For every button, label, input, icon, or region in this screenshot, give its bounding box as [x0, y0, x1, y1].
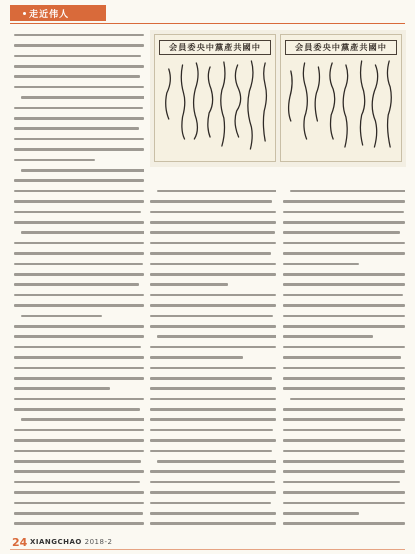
- illegible-text-placeholder: [14, 491, 144, 494]
- illegible-text-placeholder: [21, 96, 144, 99]
- illegible-text-placeholder: [150, 418, 276, 421]
- illegible-text-placeholder: [283, 408, 403, 411]
- text-line: [14, 290, 144, 300]
- illegible-text-placeholder: [14, 367, 144, 370]
- column-right: [283, 186, 405, 529]
- illegible-text-placeholder: [150, 346, 276, 349]
- text-line: [14, 425, 144, 435]
- illegible-text-placeholder: [290, 190, 405, 193]
- manuscript-left: [154, 34, 276, 162]
- journal-title: XIANGCHAO: [30, 538, 82, 546]
- text-line: [14, 228, 144, 238]
- illegible-text-placeholder: [150, 408, 276, 411]
- illegible-text-placeholder: [14, 470, 144, 473]
- text-line: [14, 383, 144, 393]
- illegible-text-placeholder: [150, 211, 276, 214]
- illegible-text-placeholder: [14, 304, 144, 307]
- illegible-text-placeholder: [14, 512, 143, 515]
- text-line: [150, 498, 276, 508]
- text-line: [14, 207, 144, 217]
- illegible-text-placeholder: [150, 377, 272, 380]
- illegible-text-placeholder: [14, 387, 110, 390]
- illegible-text-placeholder: [14, 335, 144, 338]
- illegible-text-placeholder: [14, 117, 144, 120]
- manuscript-right: [280, 34, 402, 162]
- text-line: [150, 373, 276, 383]
- text-line: [150, 487, 276, 497]
- illegible-text-placeholder: [283, 387, 405, 390]
- page-number: 24: [12, 536, 28, 549]
- illegible-text-placeholder: [14, 55, 141, 58]
- illegible-text-placeholder: [14, 439, 144, 442]
- section-label-prefix: [16, 10, 20, 20]
- illegible-text-placeholder: [150, 450, 272, 453]
- text-line: [14, 508, 144, 518]
- illegible-text-placeholder: [150, 502, 271, 505]
- illegible-text-placeholder: [14, 481, 140, 484]
- illegible-text-placeholder: [150, 200, 272, 203]
- text-line: [283, 217, 405, 227]
- text-line: [150, 425, 276, 435]
- text-line: [283, 228, 405, 238]
- illegible-text-placeholder: [283, 200, 405, 203]
- text-line: [150, 435, 276, 445]
- illegible-text-placeholder: [283, 367, 405, 370]
- illegible-text-placeholder: [14, 502, 144, 505]
- text-line: [14, 259, 144, 269]
- text-line: [14, 467, 144, 477]
- illegible-text-placeholder: [14, 273, 144, 276]
- illegible-text-placeholder: [283, 356, 401, 359]
- text-line: [150, 207, 276, 217]
- illegible-text-placeholder: [21, 418, 144, 421]
- illegible-text-placeholder: [150, 263, 276, 266]
- illegible-text-placeholder: [14, 356, 144, 359]
- illegible-text-placeholder: [14, 200, 144, 203]
- text-line: [283, 498, 405, 508]
- illegible-text-placeholder: [283, 512, 359, 515]
- text-line: [283, 435, 405, 445]
- illegible-text-placeholder: [283, 304, 405, 307]
- illegible-text-placeholder: [283, 242, 405, 245]
- illegible-text-placeholder: [283, 470, 405, 473]
- illegible-text-placeholder: [283, 315, 405, 318]
- illegible-text-placeholder: [283, 450, 405, 453]
- text-line: [283, 415, 405, 425]
- text-line: [150, 394, 276, 404]
- column-middle: [150, 186, 276, 529]
- text-line: [150, 300, 276, 310]
- text-line: [14, 51, 144, 61]
- illegible-text-placeholder: [14, 179, 144, 182]
- text-line: [14, 248, 144, 258]
- illegible-text-placeholder: [14, 127, 139, 130]
- illegible-text-placeholder: [283, 252, 405, 255]
- bullet-icon: [23, 12, 26, 15]
- text-line: [150, 280, 276, 290]
- text-line: [150, 196, 276, 206]
- text-line: [150, 331, 276, 341]
- illegible-text-placeholder: [14, 460, 141, 463]
- illegible-text-placeholder: [150, 221, 276, 224]
- text-line: [150, 238, 276, 248]
- text-line: [283, 290, 405, 300]
- illegible-text-placeholder: [14, 346, 141, 349]
- text-line: [14, 186, 144, 196]
- header-rule: [10, 23, 405, 24]
- text-line: [14, 113, 144, 123]
- text-line: [283, 425, 405, 435]
- illegible-text-placeholder: [14, 190, 144, 193]
- text-line: [14, 72, 144, 82]
- text-line: [283, 446, 405, 456]
- text-line: [283, 508, 405, 518]
- illegible-text-placeholder: [150, 387, 276, 390]
- text-line: [14, 30, 144, 40]
- text-line: [150, 383, 276, 393]
- text-line: [283, 196, 405, 206]
- illegible-text-placeholder: [150, 231, 275, 234]
- illegible-text-placeholder: [150, 367, 276, 370]
- text-line: [14, 456, 144, 466]
- illegible-text-placeholder: [150, 242, 276, 245]
- text-line: [14, 269, 144, 279]
- text-line: [14, 124, 144, 134]
- illegible-text-placeholder: [283, 429, 401, 432]
- illegible-text-placeholder: [150, 439, 276, 442]
- manuscript-figure: [150, 30, 406, 167]
- text-line: [283, 186, 405, 196]
- illegible-text-placeholder: [21, 315, 102, 318]
- illegible-text-placeholder: [283, 221, 405, 224]
- text-line: [14, 280, 144, 290]
- handwriting-right: [281, 57, 401, 161]
- illegible-text-placeholder: [283, 294, 403, 297]
- illegible-text-placeholder: [150, 398, 276, 401]
- text-line: [14, 373, 144, 383]
- text-line: [283, 280, 405, 290]
- text-line: [150, 456, 276, 466]
- illegible-text-placeholder: [283, 263, 359, 266]
- text-line: [283, 477, 405, 487]
- text-line: [283, 456, 405, 466]
- illegible-text-placeholder: [150, 304, 276, 307]
- illegible-text-placeholder: [21, 169, 144, 172]
- text-line: [14, 103, 144, 113]
- text-line: [14, 435, 144, 445]
- letterhead-left: 会員委央中黨產共國中: [159, 40, 271, 55]
- text-line: [14, 352, 144, 362]
- illegible-text-placeholder: [14, 44, 144, 47]
- section-header: [10, 5, 106, 21]
- illegible-text-placeholder: [150, 491, 276, 494]
- illegible-text-placeholder: [14, 522, 144, 525]
- illegible-text-placeholder: [157, 460, 276, 463]
- illegible-text-placeholder: [150, 283, 228, 286]
- text-line: [150, 269, 276, 279]
- illegible-text-placeholder: [14, 138, 144, 141]
- text-line: [150, 321, 276, 331]
- illegible-text-placeholder: [14, 398, 144, 401]
- illegible-text-placeholder: [283, 325, 405, 328]
- text-line: [283, 352, 405, 362]
- illegible-text-placeholder: [283, 522, 405, 525]
- text-line: [283, 248, 405, 258]
- text-line: [14, 519, 144, 529]
- text-line: [283, 383, 405, 393]
- illegible-text-placeholder: [14, 283, 139, 286]
- column-left-top: [14, 30, 144, 186]
- text-line: [14, 363, 144, 373]
- text-line: [150, 217, 276, 227]
- text-line: [150, 415, 276, 425]
- illegible-text-placeholder: [283, 439, 405, 442]
- illegible-text-placeholder: [150, 481, 275, 484]
- illegible-text-placeholder: [14, 65, 144, 68]
- illegible-text-placeholder: [14, 325, 144, 328]
- text-line: [283, 238, 405, 248]
- text-line: [14, 311, 144, 321]
- illegible-text-placeholder: [283, 283, 405, 286]
- illegible-text-placeholder: [290, 398, 405, 401]
- illegible-text-placeholder: [14, 242, 144, 245]
- text-line: [14, 238, 144, 248]
- text-line: [14, 155, 144, 165]
- text-line: [283, 300, 405, 310]
- text-line: [14, 134, 144, 144]
- illegible-text-placeholder: [150, 512, 276, 515]
- illegible-text-placeholder: [150, 429, 273, 432]
- text-line: [283, 487, 405, 497]
- section-label-text: 走近伟人: [29, 9, 70, 20]
- illegible-text-placeholder: [157, 335, 276, 338]
- illegible-text-placeholder: [283, 481, 400, 484]
- illegible-text-placeholder: [21, 231, 144, 234]
- illegible-text-placeholder: [283, 460, 404, 463]
- text-line: [14, 300, 144, 310]
- text-line: [14, 394, 144, 404]
- text-line: [14, 477, 144, 487]
- text-line: [14, 165, 144, 175]
- illegible-text-placeholder: [14, 263, 143, 266]
- illegible-text-placeholder: [283, 491, 405, 494]
- illegible-text-placeholder: [150, 325, 276, 328]
- illegible-text-placeholder: [14, 377, 144, 380]
- illegible-text-placeholder: [14, 86, 144, 89]
- text-line: [150, 446, 276, 456]
- text-line: [14, 404, 144, 414]
- illegible-text-placeholder: [150, 522, 276, 525]
- text-line: [150, 290, 276, 300]
- text-line: [14, 342, 144, 352]
- illegible-text-placeholder: [283, 346, 405, 349]
- handwriting-left: [155, 57, 275, 161]
- text-line: [14, 92, 144, 102]
- text-line: [283, 342, 405, 352]
- illegible-text-placeholder: [14, 294, 144, 297]
- illegible-text-placeholder: [150, 470, 276, 473]
- letterhead-right: 会員委央中黨產共國中: [285, 40, 397, 55]
- illegible-text-placeholder: [150, 294, 276, 297]
- text-line: [150, 519, 276, 529]
- illegible-text-placeholder: [283, 273, 405, 276]
- text-line: [283, 373, 405, 383]
- illegible-text-placeholder: [283, 335, 373, 338]
- text-line: [150, 248, 276, 258]
- illegible-text-placeholder: [283, 211, 404, 214]
- illegible-text-placeholder: [283, 377, 405, 380]
- journal-name: [30, 538, 112, 546]
- text-line: [283, 259, 405, 269]
- text-line: [150, 228, 276, 238]
- illegible-text-placeholder: [14, 408, 140, 411]
- text-line: [14, 217, 144, 227]
- illegible-text-placeholder: [14, 252, 144, 255]
- text-line: [150, 311, 276, 321]
- text-line: [14, 487, 144, 497]
- section-label: [16, 7, 69, 20]
- text-line: [283, 467, 405, 477]
- text-line: [14, 82, 144, 92]
- text-line: [14, 321, 144, 331]
- text-line: [14, 331, 144, 341]
- text-line: [14, 40, 144, 50]
- illegible-text-placeholder: [14, 211, 141, 214]
- illegible-text-placeholder: [283, 231, 400, 234]
- text-line: [283, 519, 405, 529]
- illegible-text-placeholder: [14, 148, 144, 151]
- footer-rule: [10, 549, 405, 550]
- text-line: [150, 477, 276, 487]
- text-line: [14, 61, 144, 71]
- text-line: [283, 394, 405, 404]
- text-line: [283, 311, 405, 321]
- column-left-bottom: [14, 186, 144, 529]
- illegible-text-placeholder: [150, 252, 271, 255]
- text-line: [150, 186, 276, 196]
- text-line: [150, 467, 276, 477]
- illegible-text-placeholder: [14, 429, 144, 432]
- text-line: [283, 321, 405, 331]
- illegible-text-placeholder: [14, 221, 144, 224]
- illegible-text-placeholder: [150, 356, 243, 359]
- text-line: [14, 498, 144, 508]
- illegible-text-placeholder: [14, 107, 143, 110]
- text-line: [283, 404, 405, 414]
- illegible-text-placeholder: [150, 273, 276, 276]
- text-line: [283, 331, 405, 341]
- illegible-text-placeholder: [150, 315, 273, 318]
- text-line: [14, 415, 144, 425]
- illegible-text-placeholder: [14, 34, 144, 37]
- text-line: [14, 175, 144, 185]
- text-line: [150, 508, 276, 518]
- illegible-text-placeholder: [14, 159, 95, 162]
- text-line: [150, 404, 276, 414]
- illegible-text-placeholder: [157, 190, 276, 193]
- illegible-text-placeholder: [14, 450, 144, 453]
- text-line: [14, 144, 144, 154]
- illegible-text-placeholder: [283, 502, 405, 505]
- text-line: [283, 207, 405, 217]
- text-line: [14, 196, 144, 206]
- text-line: [14, 446, 144, 456]
- illegible-text-placeholder: [283, 418, 405, 421]
- journal-issue: 2018-2: [84, 538, 113, 546]
- text-line: [150, 363, 276, 373]
- text-line: [283, 363, 405, 373]
- text-line: [150, 259, 276, 269]
- text-line: [150, 342, 276, 352]
- text-line: [283, 269, 405, 279]
- illegible-text-placeholder: [14, 75, 140, 78]
- text-line: [150, 352, 276, 362]
